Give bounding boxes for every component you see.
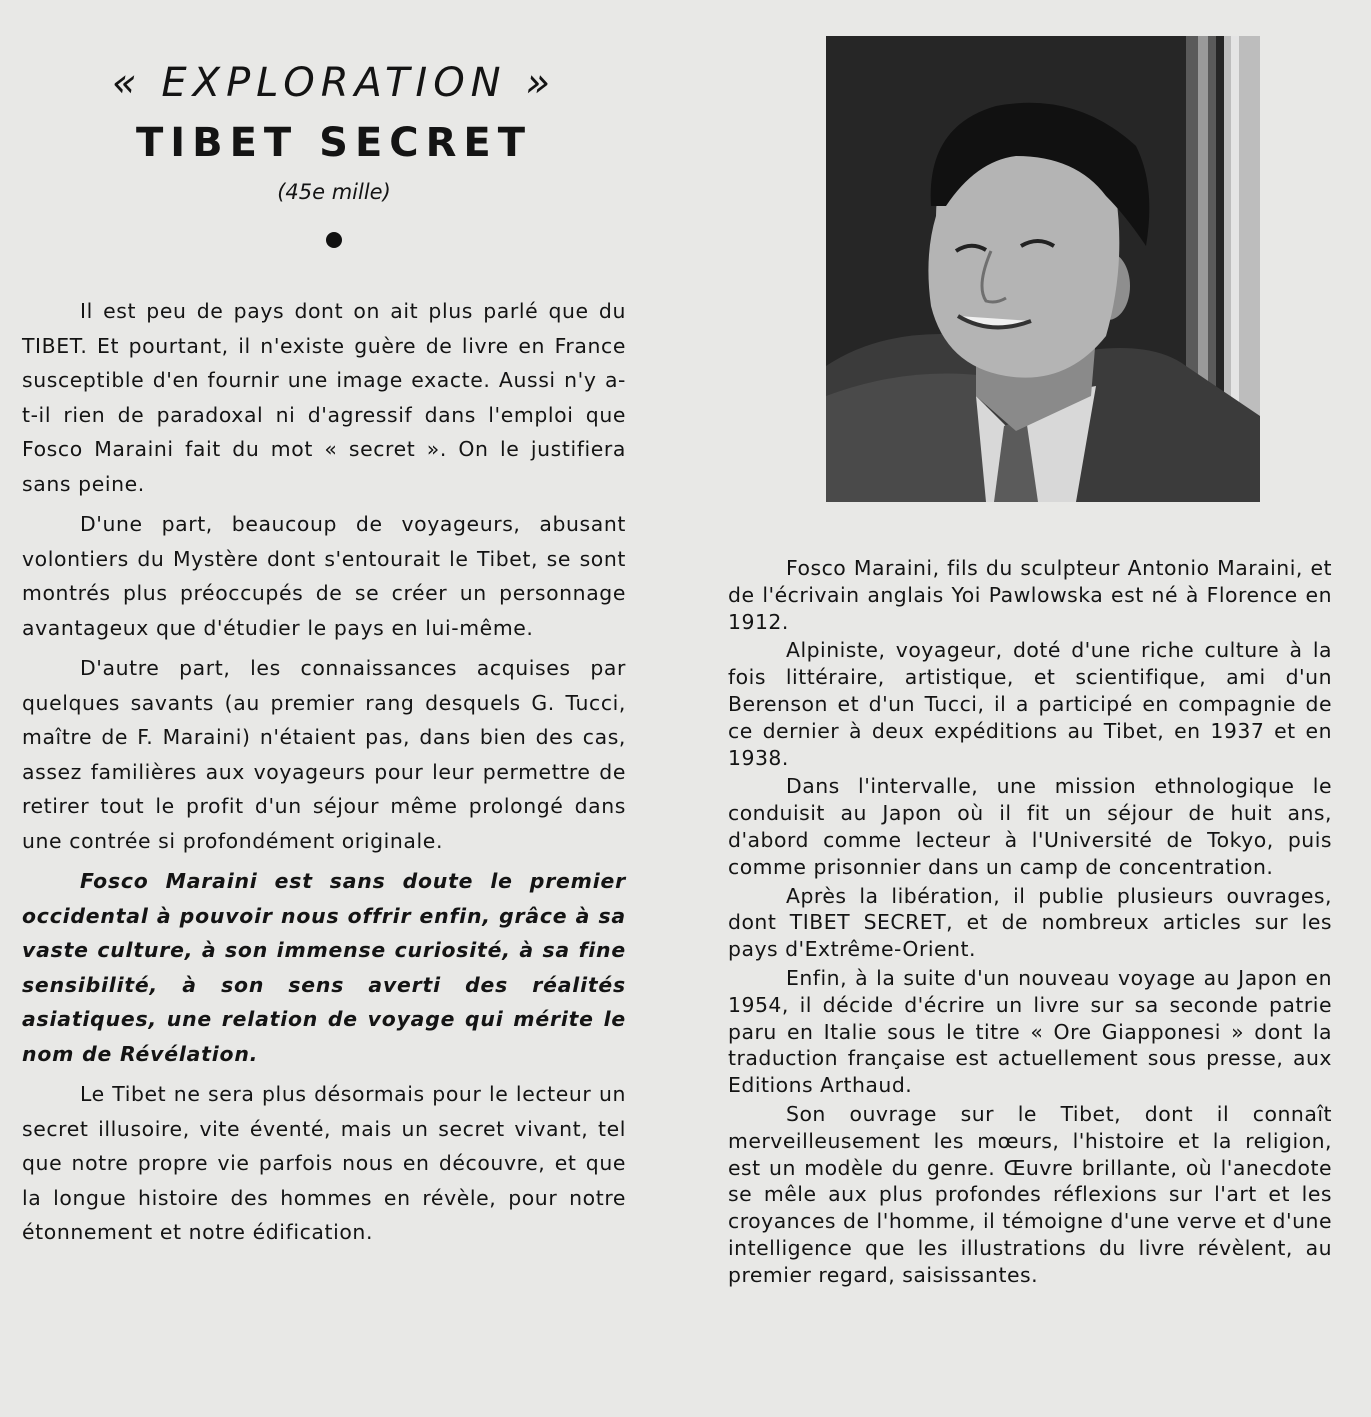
paragraph-alpinist: Alpiniste, voyageur, doté d'une riche culture à la fois littéraire, artistique, et scientifique, ami d'un Berenson et d'un Tucci, il a participé en compagnie de ce dernier à deux expéditions au Tibet, en 1937 et en 1938.: [728, 638, 1332, 770]
paragraph-scholars: D'autre part, les connaissances acquises par quelques savants (au premier rang desquels G. Tucci, maître de F. Maraini) n'étaient pas, dans bien des cas, assez familières aux voyageurs pour leur permettre de retirer tout le profit d'un séjour même prolongé dans une contrée si profondément originale.: [22, 656, 626, 853]
paragraph-publications: Après la libération, il publie plusieurs ouvrages, dont TIBET SECRET, et de nombreux articles sur les pays d'Extrême-Orient.: [728, 883, 1332, 962]
left-column: [22, 60, 626, 1250]
paragraph-travellers: D'une part, beaucoup de voyageurs, abusant volontiers du Mystère dont s'entourait le Tibet, se sont montrés plus préoccupés de se créer un personnage avantageux que d'étudier le pays en lui-même.: [22, 512, 626, 640]
paragraph-intro: Il est peu de pays dont on ait plus parlé que du TIBET. Et pourtant, il n'existe guère de livre en France susceptible d'en fournir une image exacte. Aussi n'y a-t-il rien de paradoxal ni d'agressif dans l'emploi que Fosco Maraini fait du mot « secret ». On le justifiera sans peine.: [22, 299, 626, 496]
bullet-dot-icon: [326, 232, 342, 248]
paragraph-new-book: Enfin, à la suite d'un nouveau voyage au Japon en 1954, il décide d'écrire un livre sur sa seconde patrie paru en Italie sous le titre « Ore Giapponesi » dont la traduction française est actuellement sous presse, aux Editions Arthaud.: [728, 965, 1332, 1098]
paragraph-emphasis: Fosco Maraini est sans doute le premier occidental à pouvoir nous offrir enfin, grâce à sa vaste culture, à son immense curiosité, à sa fine sensibilité, à son sens averti des réalités asiatiques, une relation de voyage qui mérite le nom de Révélation.: [22, 869, 626, 1066]
right-column: [728, 555, 1332, 1289]
book-title: TIBET SECRET: [135, 120, 533, 166]
left-body: [22, 294, 626, 1250]
edition-note: (45e mille): [277, 180, 391, 204]
right-body: [728, 555, 1332, 1289]
paragraph-conclusion: Le Tibet ne sera plus désormais pour le lecteur un secret illusoire, vite éventé, mais un secret vivant, tel que notre propre vie parfois nous en découvre, et que la longue histoire des hommes en révèle, pour notre étonnement et notre édification.: [22, 1082, 626, 1244]
paragraph-tibet-work: Son ouvrage sur le Tibet, dont il connaît merveilleusement les mœurs, l'histoire et la religion, est un modèle du genre. Œuvre brillante, où l'anecdote se mêle aux plus profondes réflexions sur l'art et les croyances de l'homme, il témoigne d'une verve et d'une intelligence que les illustrations du livre révèlent, au premier regard, saisissantes.: [728, 1101, 1332, 1287]
paragraph-japan-mission: Dans l'intervalle, une mission ethnologique le conduisit au Japon où il fit un séjour de huit ans, d'abord comme lecteur à l'Université de Tokyo, puis comme prisonnier dans un camp de concentration.: [728, 774, 1332, 879]
series-heading: « EXPLORATION »: [111, 60, 557, 106]
author-portrait-photo: [826, 36, 1260, 502]
paragraph-biography: Fosco Maraini, fils du sculpteur Antonio Maraini, et de l'écrivain anglais Yoi Pawlowska est né à Florence en 1912.: [728, 556, 1332, 634]
